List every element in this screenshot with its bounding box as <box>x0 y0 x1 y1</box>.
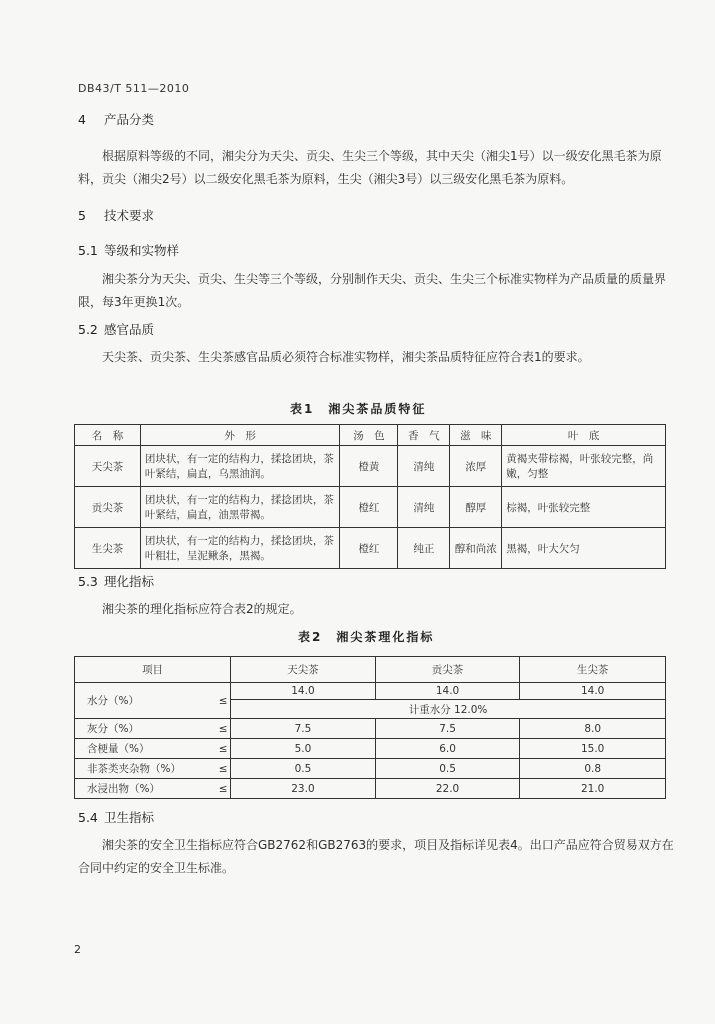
section-title: 等级和实物样 <box>104 243 180 258</box>
section-title: 产品分类 <box>104 112 155 127</box>
cell-aroma: 清纯 <box>398 446 450 487</box>
row-label: 水浸出物（%） <box>75 779 217 799</box>
table-2-caption: 表2 湘尖茶理化指标 <box>298 630 435 644</box>
table-1 <box>74 424 666 569</box>
table-row <box>75 719 666 739</box>
cell-leaf: 黄褐夹带棕褐，叶张较完整，尚嫩，匀整 <box>502 446 666 487</box>
section-title: 理化指标 <box>104 574 155 589</box>
le-symbol: ≤ <box>216 719 230 739</box>
table-row <box>75 528 666 569</box>
row-label: 灰分（%） <box>75 719 217 739</box>
section-5-4-heading <box>78 808 154 826</box>
section-title: 卫生指标 <box>104 810 155 825</box>
table-row <box>75 487 666 528</box>
cell-value: 8.0 <box>520 719 666 739</box>
section-4-heading <box>78 110 154 128</box>
section-number: 4 <box>78 112 86 127</box>
table-2 <box>74 656 666 799</box>
table-1-caption: 表1 湘尖茶品质特征 <box>290 402 427 416</box>
cell-value: 14.0 <box>375 683 520 700</box>
cell-taste: 醇厚 <box>450 487 502 528</box>
cell-color: 橙黄 <box>340 446 398 487</box>
cell-value: 0.5 <box>231 759 376 779</box>
le-symbol: ≤ <box>216 759 230 779</box>
cell-value: 0.5 <box>375 759 520 779</box>
header-color: 汤 色 <box>340 425 398 446</box>
cell-value: 14.0 <box>231 683 376 700</box>
le-symbol: ≤ <box>216 739 230 759</box>
cell-color: 橙红 <box>340 528 398 569</box>
cell-leaf: 黑褐，叶大欠匀 <box>502 528 666 569</box>
cell-value: 15.0 <box>520 739 666 759</box>
le-symbol: ≤ <box>216 779 230 799</box>
header-aroma: 香 气 <box>398 425 450 446</box>
le-symbol: ≤ <box>216 683 230 719</box>
section-number: 5 <box>78 208 86 223</box>
cell-name: 贡尖茶 <box>75 487 141 528</box>
section-5-4-paragraph: 湘尖茶的安全卫生指标应符合GB2762和GB2763的要求，项目及指标详见表4。出口产品应符合贸易双方在合同中约定的安全卫生标准。 <box>78 838 674 875</box>
page-number: 2 <box>74 943 81 956</box>
section-4-paragraph: 根据原料等级的不同，湘尖分为天尖、贡尖、生尖三个等级，其中天尖（湘尖1号）以一级安化黑毛茶为原料，贡尖（湘尖2号）以二级安化黑毛茶为原料，生尖（湘尖3号）以三级安化黑毛茶为原料。 <box>78 149 662 186</box>
table-row <box>75 779 666 799</box>
cell-taste: 醇和尚浓 <box>450 528 502 569</box>
section-title: 感官品质 <box>104 322 155 337</box>
table-row <box>75 446 666 487</box>
row-label: 水分（%） <box>75 683 217 719</box>
section-number: 5.3 <box>78 574 98 589</box>
header-shape: 外 形 <box>140 425 340 446</box>
table-row <box>75 759 666 779</box>
section-5-2-paragraph: 天尖茶、贡尖茶、生尖茶感官品质必须符合标准实物样，湘尖茶品质特征应符合表1的要求。 <box>102 350 590 364</box>
section-5-heading <box>78 206 154 224</box>
row-label: 含梗量（%） <box>75 739 217 759</box>
header-leaf: 叶 底 <box>502 425 666 446</box>
header-taste: 滋 味 <box>450 425 502 446</box>
table-header-row <box>75 425 666 446</box>
cell-leaf: 棕褐，叶张较完整 <box>502 487 666 528</box>
cell-value: 0.8 <box>520 759 666 779</box>
cell-shape: 团块状，有一定的结构力，揉捻团块，茶叶紧结，扁直，乌黑油润。 <box>140 446 340 487</box>
cell-value: 5.0 <box>231 739 376 759</box>
cell-shape: 团块状，有一定的结构力，揉捻团块，茶叶粗壮，呈泥鳅条，黑褐。 <box>140 528 340 569</box>
cell-name: 生尖茶 <box>75 528 141 569</box>
cell-color: 橙红 <box>340 487 398 528</box>
cell-aroma: 纯正 <box>398 528 450 569</box>
table-row <box>75 739 666 759</box>
moisture-note: 计重水分 12.0% <box>231 700 666 719</box>
header-item: 项目 <box>75 657 231 683</box>
cell-shape: 团块状，有一定的结构力，揉捻团块，茶叶紧结，扁直，油黑带褐。 <box>140 487 340 528</box>
cell-name: 天尖茶 <box>75 446 141 487</box>
header-tianjian: 天尖茶 <box>231 657 376 683</box>
cell-value: 6.0 <box>375 739 520 759</box>
header-shengjian: 生尖茶 <box>520 657 666 683</box>
cell-value: 7.5 <box>231 719 376 739</box>
section-number: 5.2 <box>78 322 98 337</box>
header-gongjian: 贡尖茶 <box>375 657 520 683</box>
cell-value: 22.0 <box>375 779 520 799</box>
section-number: 5.1 <box>78 243 98 258</box>
header-name: 名 称 <box>75 425 141 446</box>
cell-value: 21.0 <box>520 779 666 799</box>
section-5-3-heading <box>78 572 154 590</box>
section-5-1-heading <box>78 241 179 259</box>
section-5-3-paragraph: 湘尖茶的理化指标应符合表2的规定。 <box>102 602 302 616</box>
table-row-moisture <box>75 683 666 700</box>
section-number: 5.4 <box>78 810 98 825</box>
section-title: 技术要求 <box>104 208 155 223</box>
row-label: 非茶类夹杂物（%） <box>75 759 217 779</box>
document-id: DB43/T 511—2010 <box>78 82 190 95</box>
section-5-1-paragraph: 湘尖茶分为天尖、贡尖、生尖等三个等级，分别制作天尖、贡尖、生尖三个标准实物样为产品质量的质量界限，每3年更换1次。 <box>78 272 667 309</box>
cell-value: 7.5 <box>375 719 520 739</box>
section-5-2-heading <box>78 320 154 338</box>
table-header-row <box>75 657 666 683</box>
cell-taste: 浓厚 <box>450 446 502 487</box>
cell-aroma: 清纯 <box>398 487 450 528</box>
cell-value: 14.0 <box>520 683 666 700</box>
cell-value: 23.0 <box>231 779 376 799</box>
